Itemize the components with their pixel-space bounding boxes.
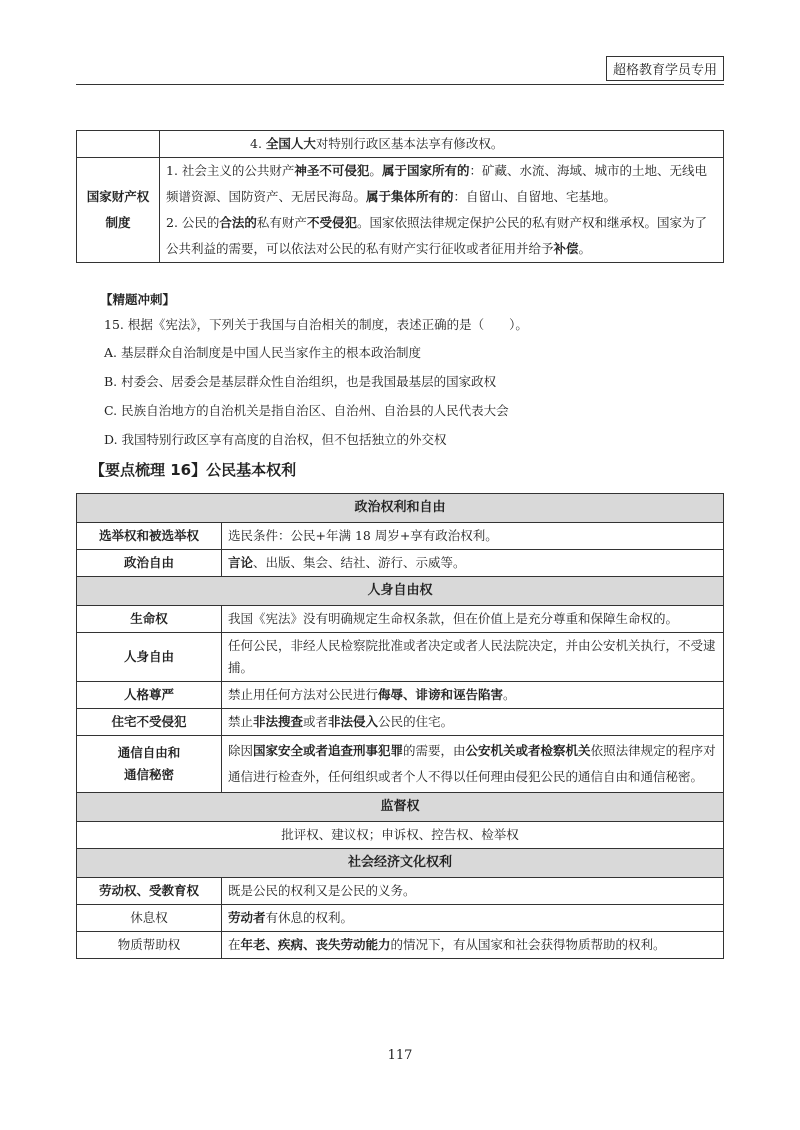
table-row: 住宅不受侵犯 禁止非法搜查或者非法侵入公民的住宅。 (77, 709, 724, 736)
option-c: C. 民族自治地方的自治机关是指自治区、自治州、自治县的人民代表大会 (104, 403, 509, 418)
question-15: 15. 根据《宪法》，下列关于我国与自治相关的制度，表述正确的是（ ）。 (104, 317, 528, 332)
table-row (77, 131, 724, 158)
section-row: 社会经济文化权利 (77, 849, 724, 878)
page-number: 117 (387, 1048, 413, 1063)
property-label: 国家财产权 制度 (77, 158, 160, 263)
table-row: 休息权 劳动者有休息的权利。 (77, 905, 724, 932)
option-d: D. 我国特别行政区享有高度的自治权，但不包括独立的外交权 (104, 432, 447, 447)
property-content (160, 158, 724, 263)
table-row: 人格尊严 禁止用任何方法对公民进行侮辱、诽谤和诬告陷害。 (77, 682, 724, 709)
header-tag: 超格教育学员专用 (606, 56, 724, 81)
option-a: A. 基层群众自治制度是中国人民当家作主的根本政治制度 (104, 345, 421, 360)
table-row: 政治自由 言论、出版、集会、结社、游行、示威等。 (77, 550, 724, 577)
table-row: 通信自由和 通信秘密 除因国家安全或者追查刑事犯罪的需要，由公安机关或者检察机关依照法律规定的程序对通信进行检查外，任何组织或者个人不得以任何理由侵犯公民的通信自由和通信秘密。 (77, 736, 724, 793)
empty-cell (77, 131, 160, 158)
rights-table (76, 493, 724, 959)
table-row: 劳动权、受教育权 既是公民的权利又是公民的义务。 (77, 878, 724, 905)
section-row: 监督权 (77, 793, 724, 822)
option-b: B. 村委会、居委会是基层群众性自治组织，也是我国最基层的国家政权 (104, 374, 497, 389)
property-para-1: 1. 社会主义的公共财产神圣不可侵犯。属于国家所有的：矿藏、水流、海域、城市的土地、无线电频谱资源、国防资产、无居民海岛。属于集体所有的：自留山、自留地、宅基地。 (166, 163, 707, 204)
section-row: 人身自由权 (77, 577, 724, 606)
property-table (76, 130, 724, 263)
table-row: 选举权和被选举权 选民条件：公民+年满 18 周岁+享有政治权利。 (77, 523, 724, 550)
table-row: 生命权 我国《宪法》没有明确规定生命权条款，但在价值上是充分尊重和保障生命权的。 (77, 606, 724, 633)
table-row: 人身自由 任何公民，非经人民检察院批准或者决定或者人民法院决定，并由公安机关执行，不受逮捕。 (77, 633, 724, 682)
header-rule (76, 84, 724, 85)
table-row (77, 158, 724, 263)
row-text: 4. 全国人大对特别行政区基本法享有修改权。 (160, 131, 724, 158)
section-heading-16: 【要点梳理 16】公民基本权利 (90, 461, 297, 479)
practice-tag: 【精题冲刺】 (100, 292, 176, 307)
table-row: 批评权、建议权；申诉权、控告权、检举权 (77, 822, 724, 849)
table-row: 物质帮助权 在年老、疾病、丧失劳动能力的情况下，有从国家和社会获得物质帮助的权利。 (77, 932, 724, 959)
section-row: 政治权利和自由 (77, 494, 724, 523)
property-para-2: 2. 公民的合法的私有财产不受侵犯。国家依照法律规定保护公民的私有财产权和继承权。国家为了公共利益的需要，可以依法对公民的私有财产实行征收或者征用并给予补偿。 (166, 215, 707, 256)
